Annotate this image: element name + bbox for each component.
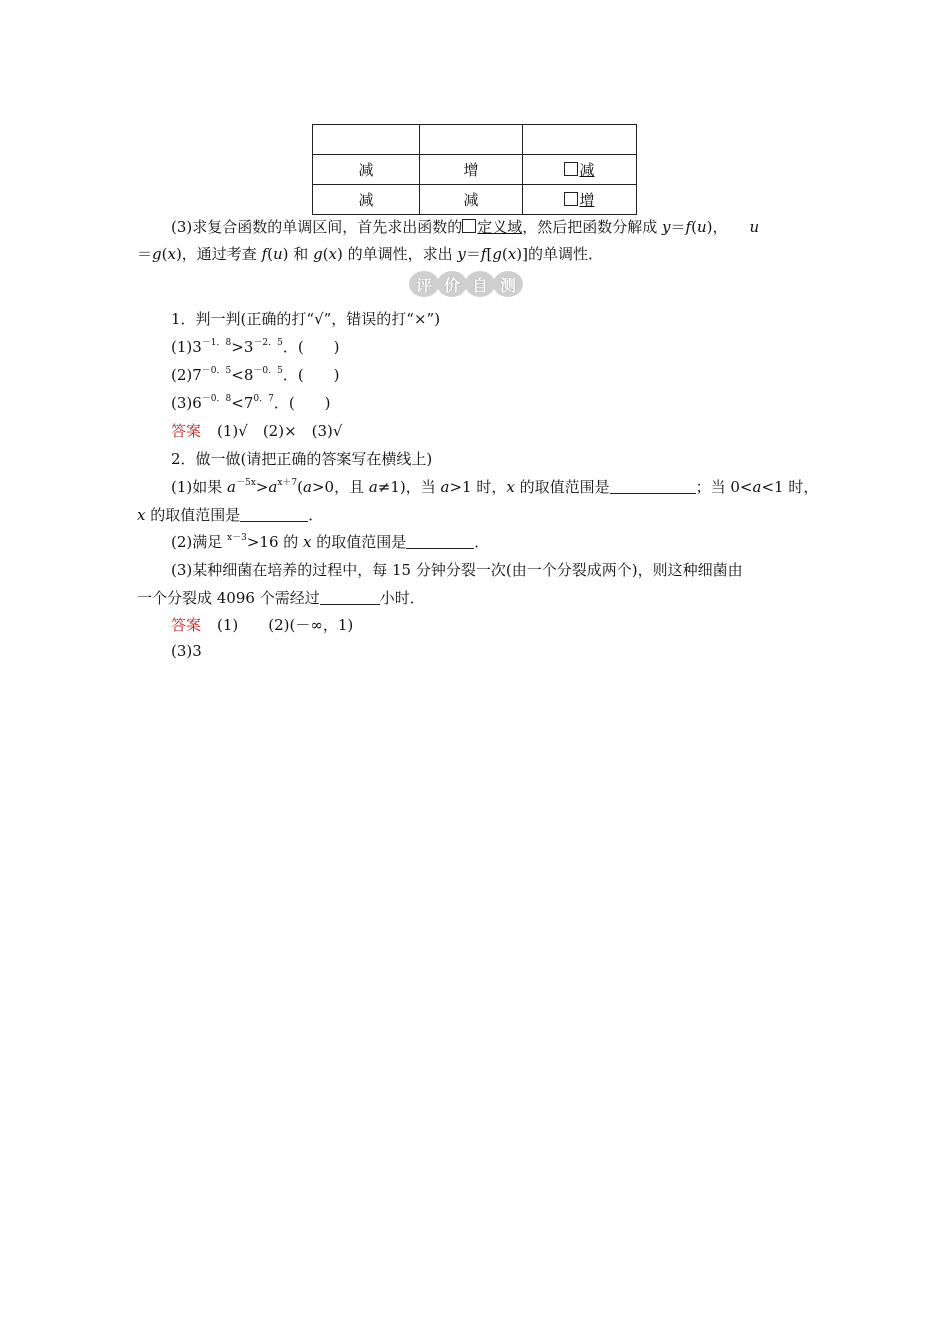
exponent: x＋7 [277, 478, 298, 488]
var: u [273, 245, 283, 263]
text: ． [474, 533, 490, 551]
var: g [492, 245, 502, 263]
text: )， [706, 218, 728, 236]
var: f [480, 245, 487, 263]
text: 的取值范围是 [311, 533, 407, 551]
table-cell: 增 [420, 155, 523, 185]
answer-label: 答案 [171, 422, 202, 440]
answer-label: 答案 [171, 616, 202, 634]
var: f [685, 218, 692, 236]
text: ．( ) [282, 338, 340, 356]
text: ( [322, 245, 329, 263]
table-cell: 减 [313, 185, 420, 215]
var: a [227, 478, 236, 496]
text: (2)满足 [171, 533, 228, 551]
exponent: －0．8 [201, 394, 232, 404]
text: 的取值范围是 [145, 506, 241, 524]
var: a [268, 478, 278, 496]
fill-box-icon [564, 162, 578, 176]
var: a [368, 478, 378, 496]
table-row [313, 185, 637, 215]
text: > [255, 478, 269, 496]
var: x [303, 533, 312, 551]
text: ( [161, 245, 168, 263]
q2-title: 2．做一做(请把正确的答案写在横线上) [171, 450, 433, 468]
text: [ [486, 245, 493, 263]
answer-blank[interactable] [406, 534, 474, 549]
var: a [303, 478, 312, 496]
var: x [328, 245, 337, 263]
table-cell [313, 125, 420, 155]
q2-item-2 [171, 531, 489, 552]
badge-char: 评 [409, 271, 439, 297]
text: >1 时， [449, 478, 507, 496]
text: <1 时， [761, 478, 819, 496]
exponent: －1．8 [201, 338, 232, 348]
badge-char: 测 [493, 271, 523, 297]
table-cell-text: 减 [579, 161, 595, 179]
answer-text: (1)√ (2)× (3)√ [217, 422, 343, 440]
var: a [752, 478, 762, 496]
badge-char: 价 [437, 271, 467, 297]
exponent: 0．7 [253, 394, 274, 404]
table-cell-text: 增 [579, 191, 595, 209]
text: >3 [231, 338, 254, 356]
table-cell [523, 185, 637, 215]
paragraph-3-line2 [137, 243, 603, 264]
table-row [313, 125, 637, 155]
var: u [696, 218, 707, 236]
text: 一个分裂成 4096 个需经过 [137, 589, 320, 607]
var: x [507, 245, 517, 263]
text: >16 的 [246, 533, 304, 551]
q2-answer [171, 614, 353, 635]
var: x [167, 245, 176, 263]
text: )，通过考查 [175, 245, 262, 263]
text: ＝ [137, 245, 153, 263]
text: (1)如果 [171, 478, 228, 496]
var: x [506, 478, 515, 496]
fill-box-icon [564, 192, 578, 206]
var: y [457, 245, 466, 263]
table-cell [420, 125, 523, 155]
q2-item-1-line1 [171, 476, 818, 497]
answer-blank[interactable] [320, 590, 380, 605]
var: a [440, 478, 450, 496]
text: ) 的单调性，求出 [337, 245, 458, 263]
blank-text: 定义域 [477, 218, 523, 236]
q1-item-1 [171, 336, 340, 357]
q2-item-1-line2 [137, 504, 323, 525]
text: (1)3 [171, 338, 202, 356]
text: ( [501, 245, 508, 263]
exponent: －0．5 [201, 366, 232, 376]
text: )]的单调性． [516, 245, 603, 263]
exponent: x－3 [227, 533, 247, 543]
text: ，然后把函数分解成 [522, 218, 663, 236]
answer-blank[interactable] [610, 479, 696, 494]
var: g [313, 245, 323, 263]
badge-char: 自 [465, 271, 495, 297]
text: ．( ) [273, 394, 331, 412]
text: (3)6 [171, 394, 202, 412]
text: ≠1)，当 [377, 478, 441, 496]
q2-answer-3: (3)3 [171, 642, 202, 660]
table-cell [523, 125, 637, 155]
q1-title: 1．判一判(正确的打“√”，错误的打“×”) [171, 310, 441, 328]
text: ＝ [465, 245, 481, 263]
table-cell: 减 [420, 185, 523, 215]
text: ) 和 [282, 245, 314, 263]
text: (3)求复合函数的单调区间，首先求出函数的 [171, 218, 463, 236]
text: <8 [231, 366, 254, 384]
text: >0，且 [311, 478, 369, 496]
q2-item-3-line2 [137, 587, 425, 608]
q1-answer [171, 420, 342, 441]
text: (2)7 [171, 366, 202, 384]
text: ；当 0< [695, 478, 753, 496]
paragraph-3-line1 [171, 216, 759, 237]
text: <7 [231, 394, 254, 412]
table-cell: 减 [313, 155, 420, 185]
section-badge [411, 271, 523, 298]
table-cell [523, 155, 637, 185]
q2-item-3-line1: (3)某种细菌在培养的过程中，每 15 分钟分裂一次(由一个分裂成两个)，则这种细菌由 [171, 561, 743, 579]
text: 小时． [379, 589, 425, 607]
q1-item-3 [171, 392, 331, 413]
text: ( [297, 478, 303, 496]
text: ( [267, 245, 273, 263]
text: ．( ) [282, 366, 340, 384]
exponent: －5x [235, 478, 256, 488]
exponent: －2．5 [253, 338, 283, 348]
monotonicity-table [312, 124, 637, 215]
fill-box-icon [462, 219, 476, 233]
var: f [261, 245, 268, 263]
answer-text: (1) (2)(－∞，1) [217, 616, 354, 634]
var: g [152, 245, 162, 263]
table-row [313, 155, 637, 185]
answer-blank[interactable] [240, 507, 308, 522]
q1-item-2 [171, 364, 340, 385]
exponent: －0．5 [253, 366, 283, 376]
text: ( [691, 218, 697, 236]
var: u [749, 218, 760, 236]
text: ． [308, 506, 324, 524]
var: x [137, 506, 146, 524]
var: y [662, 218, 671, 236]
text: ＝ [670, 218, 686, 236]
text: 的取值范围是 [514, 478, 610, 496]
